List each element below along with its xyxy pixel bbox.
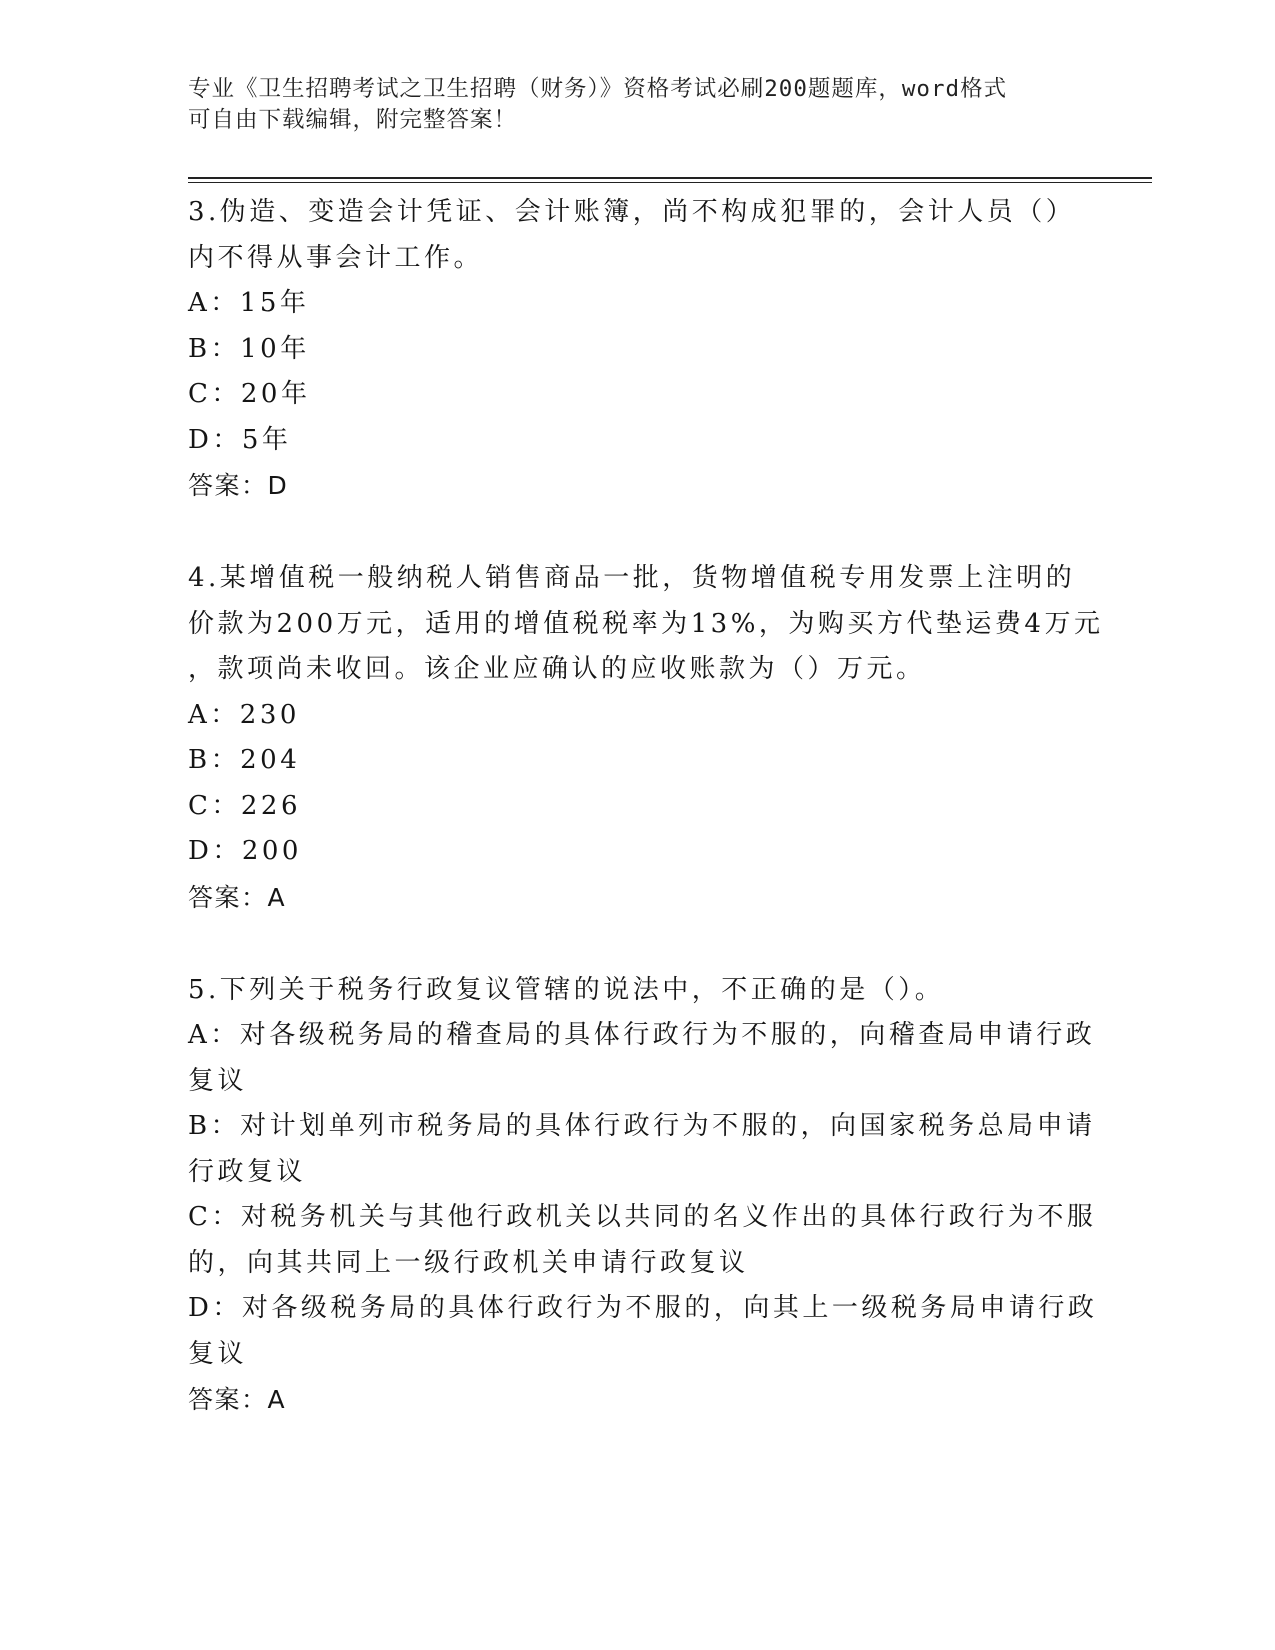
answer-line: 答案：D <box>188 471 289 500</box>
question-list <box>188 190 1104 1422</box>
option-b: B：204 <box>188 745 301 775</box>
question-spacer <box>188 920 1088 968</box>
header-rule-thin <box>188 182 1152 183</box>
option-b: B：10年 <box>188 333 310 364</box>
option-c: C：对税务机关与其他行政机关以共同的名义作出的具体行政行为不服 <box>188 1202 1097 1232</box>
option-a-continued: 复议 <box>188 1065 248 1096</box>
question-text: 3.伪造、变造会计凭证、会计账簿，尚不构成犯罪的，会计人员（） <box>188 197 1076 227</box>
option-b: B：对计划单列市税务局的具体行政行为不服的，向国家税务总局申请 <box>188 1111 1096 1141</box>
answer-line: 答案：A <box>188 882 287 912</box>
option-c: C：20年 <box>188 379 311 409</box>
option-c: C：226 <box>188 790 302 821</box>
header-rule-thick <box>188 177 1152 179</box>
option-d: D：200 <box>188 836 302 866</box>
question-block <box>188 968 1098 1423</box>
option-a: A：对各级税务局的稽查局的具体行政行为不服的，向稽查局申请行政 <box>188 1020 1096 1050</box>
option-b-continued: 行政复议 <box>188 1156 307 1187</box>
question-block <box>188 190 1088 508</box>
header-line-2: 可自由下载编辑，附完整答案！ <box>188 107 518 133</box>
option-d: D：对各级税务局的具体行政行为不服的，向其上一级税务局申请行政 <box>188 1293 1098 1323</box>
question-text: 价款为200万元，适用的增值税税率为13%，为购买方代垫运费4万元 <box>188 608 1104 639</box>
question-spacer <box>188 508 1088 556</box>
document-header <box>188 74 1068 136</box>
question-block <box>188 556 1104 920</box>
option-a: A：230 <box>188 699 300 730</box>
option-d-continued: 复议 <box>188 1338 248 1369</box>
question-text: 内不得从事会计工作。 <box>188 242 484 273</box>
option-d: D：5年 <box>188 424 292 455</box>
question-text: 4.某增值税一般纳税人销售商品一批，货物增值税专用发票上注明的 <box>188 563 1076 593</box>
question-text: ，款项尚未收回。该企业应确认的应收账款为（）万元。 <box>188 654 926 684</box>
answer-line: 答案：A <box>188 1385 287 1414</box>
header-line-1: 专业《卫生招聘考试之卫生招聘（财务）》资格考试必刷200题题库，word格式 <box>188 76 1008 102</box>
option-a: A：15年 <box>188 288 310 318</box>
option-c-continued: 的，向其共同上一级行政机关申请行政复议 <box>188 1247 749 1278</box>
question-text: 5.下列关于税务行政复议管辖的说法中，不正确的是（）。 <box>188 974 945 1005</box>
